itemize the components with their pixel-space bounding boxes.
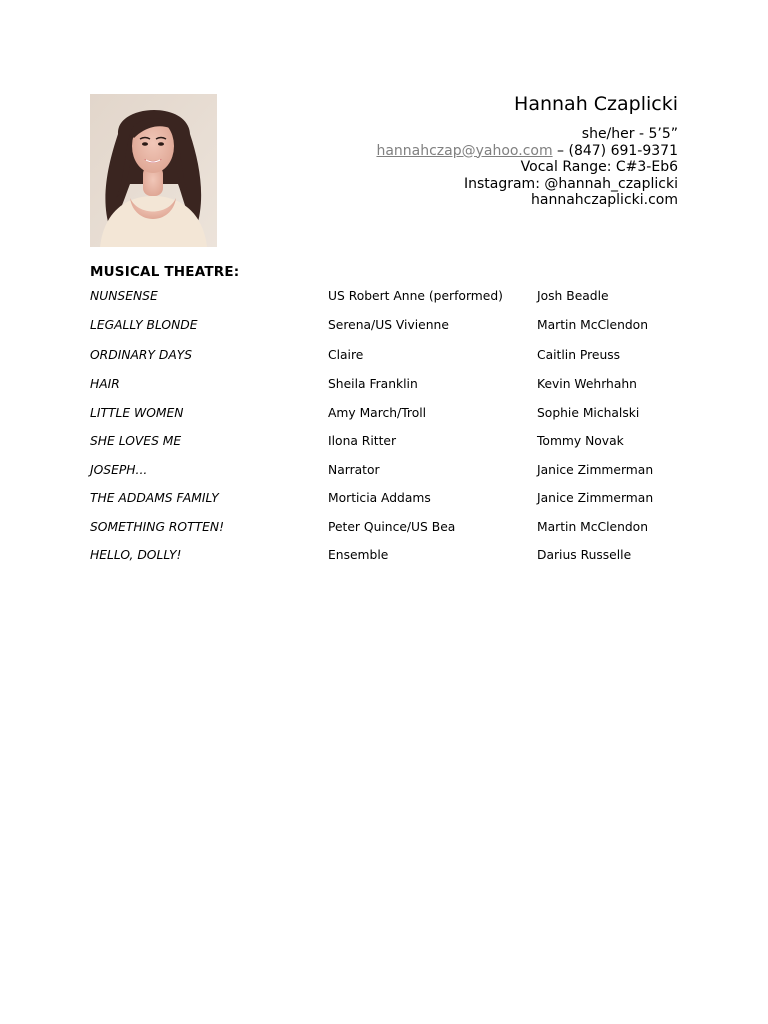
instagram-handle: Instagram: @hannah_czaplicki: [463, 175, 678, 192]
director-name: Josh Beadle: [537, 289, 609, 303]
director-name: Darius Russelle: [537, 548, 632, 562]
table-row: [90, 434, 690, 463]
show-title: JOSEPH...: [90, 462, 148, 477]
table-row: [90, 289, 690, 318]
contact-block: [318, 92, 678, 209]
director-name: Sophie Michalski: [537, 405, 640, 420]
role-name: Ensemble: [328, 548, 389, 562]
table-row: [90, 406, 690, 435]
portrait-icon: [90, 94, 217, 247]
vocal-range: Vocal Range: C#3-Eb6: [520, 159, 678, 175]
role-name: US Robert Anne (performed): [328, 289, 503, 303]
show-title: SHE LOVES ME: [90, 434, 182, 448]
show-title: ORDINARY DAYS: [90, 347, 193, 362]
pronouns-height: she/her - 5’5”: [581, 126, 678, 142]
show-title: LEGALLY BLONDE: [90, 318, 198, 332]
headshot-photo: [90, 94, 217, 247]
role-name: Narrator: [328, 462, 380, 477]
show-title: HAIR: [90, 376, 120, 391]
role-name: Amy March/Troll: [328, 405, 427, 420]
role-name: Ilona Ritter: [328, 434, 397, 448]
role-name: Serena/US Vivienne: [328, 318, 449, 332]
phone-number: – (847) 691-9371: [552, 142, 678, 159]
role-name: Sheila Franklin: [328, 376, 418, 391]
show-title: NUNSENSE: [90, 289, 158, 303]
director-name: Martin McClendon: [537, 519, 648, 534]
role-name: Claire: [328, 347, 364, 362]
show-title: LITTLE WOMEN: [90, 405, 184, 420]
email-link[interactable]: hannahczap@yahoo.com: [376, 142, 553, 159]
website: hannahczaplicki.com: [531, 192, 678, 208]
table-row: [90, 520, 690, 549]
credits-body: [90, 289, 690, 577]
table-row: [90, 463, 690, 492]
table-row: [90, 548, 690, 577]
role-name: Peter Quince/US Bea: [328, 519, 456, 534]
email-phone-line: [318, 143, 678, 160]
director-name: Martin McClendon: [537, 318, 648, 332]
performer-name: Hannah Czaplicki: [514, 93, 678, 115]
table-row: [90, 377, 690, 406]
show-title: HELLO, DOLLY!: [90, 548, 182, 562]
director-name: Janice Zimmerman: [537, 462, 654, 477]
table-row: [90, 491, 690, 520]
musical-theatre-credits: [90, 289, 690, 577]
role-name: Morticia Addams: [328, 491, 431, 505]
director-name: Janice Zimmerman: [537, 491, 654, 505]
director-name: Kevin Wehrhahn: [537, 376, 637, 391]
table-row: [90, 318, 690, 348]
director-name: Tommy Novak: [537, 434, 624, 448]
section-heading-musical-theatre: MUSICAL THEATRE:: [90, 264, 240, 280]
show-title: SOMETHING ROTTEN!: [90, 519, 225, 534]
table-row: [90, 348, 690, 377]
show-title: THE ADDAMS FAMILY: [90, 491, 219, 505]
director-name: Caitlin Preuss: [537, 347, 621, 362]
